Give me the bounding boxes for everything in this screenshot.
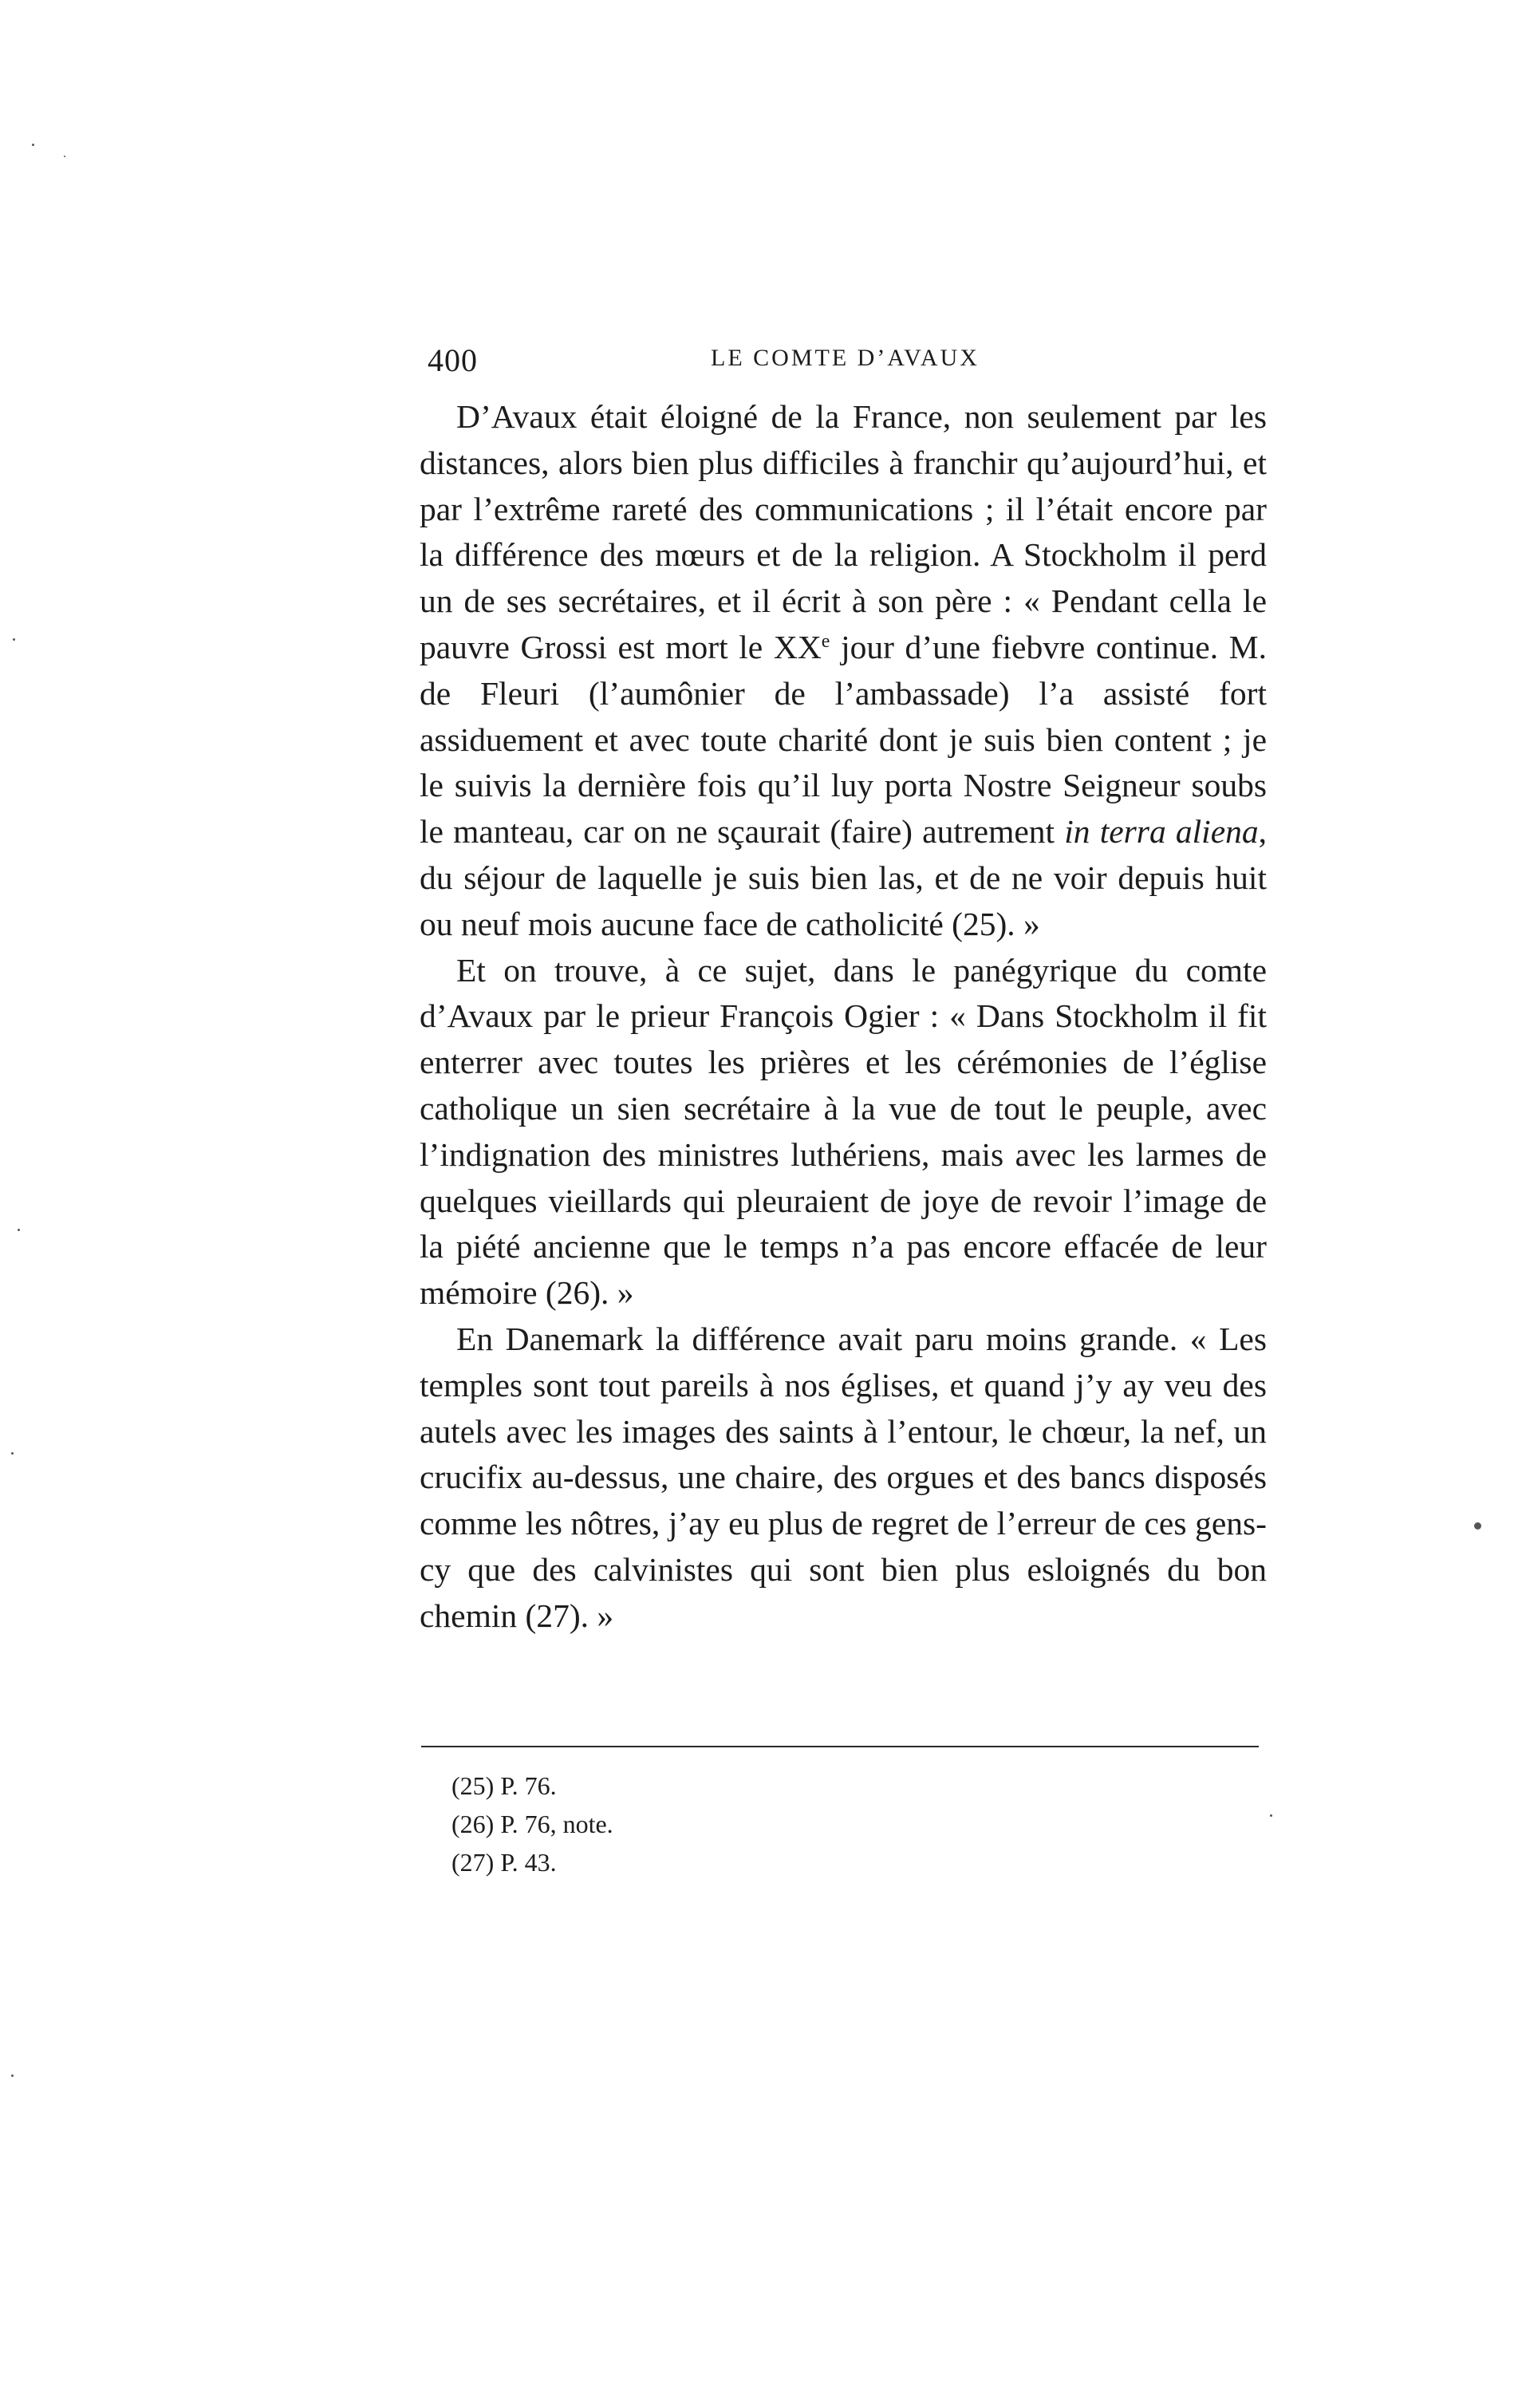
paragraph — [420, 948, 1267, 1317]
italic-phrase: in terra aliena — [1064, 813, 1259, 851]
text-run: Et on trouve, à ce sujet, dans le panégyrique du comte d’Avaux par le prieur François Ogier : « Dans Stockholm il fit enterrer avec toutes les prières et les cérémonies de l’église catholique un sien secrétaire à la vue de tout le peuple, avec l’indignation des ministres luthériens, mais avec les larmes de quelques vieillards qui pleuraient de joye de revoir l’image de la piété ancienne que le temps n’a pas encore effacée de leur mémoire (26). » — [420, 951, 1267, 1312]
page-number: 400 — [428, 342, 478, 378]
text-run: jour d’une fiebvre continue. M. de Fleuri (l’aumônier de l’ambassade) l’a assisté fort assiduement et avec toute charité dont je suis bien content ; je le suivis la dernière fois qu’il luy porta Nostre Seigneur soubs le manteau, car on ne sçaurait (faire) autrement — [420, 628, 1267, 851]
page-header — [428, 341, 1269, 389]
footnote: (25) P. 76. — [451, 1771, 557, 1800]
footnote-separator — [421, 1746, 1259, 1747]
text-run: , du séjour de laquelle je suis bien las, et de ne voir depuis huit ou neuf mois aucune face de catholicité (25). » — [420, 813, 1267, 942]
superscript: e — [821, 630, 830, 652]
footnotes — [451, 1767, 613, 1881]
body-text — [420, 394, 1267, 1640]
footnote: (27) P. 43. — [451, 1848, 557, 1877]
footnote: (26) P. 76, note. — [451, 1810, 613, 1838]
paragraph — [420, 394, 1267, 948]
text-run: D’Avaux était éloigné de la France, non seulement par les distances, alors bien plus difficiles à franchir qu’aujourd’hui, et par l’extrême rareté des communications ; il l’était encore par la différence des mœurs et de la religion. A Stockholm il perd un de ses secrétaires, et il écrit à son père : « Pendant cella le pauvre Grossi est mort le XX — [420, 398, 1267, 665]
running-title: LE COMTE D’AVAUX — [711, 345, 980, 371]
paragraph — [420, 1317, 1267, 1640]
text-run: En Danemark la différence avait paru moins grande. « Les temples sont tout pareils à nos églises, et quand j’y ay veu des autels avec les images des saints à l’entour, le chœur, la nef, un crucifix au-dessus, une chaire, des orgues et des bancs disposés comme les nôtres, j’ay eu plus de regret de l’erreur de ces gens-cy que des calvinistes qui sont bien plus esloignés du bon chemin (27). » — [420, 1320, 1267, 1634]
